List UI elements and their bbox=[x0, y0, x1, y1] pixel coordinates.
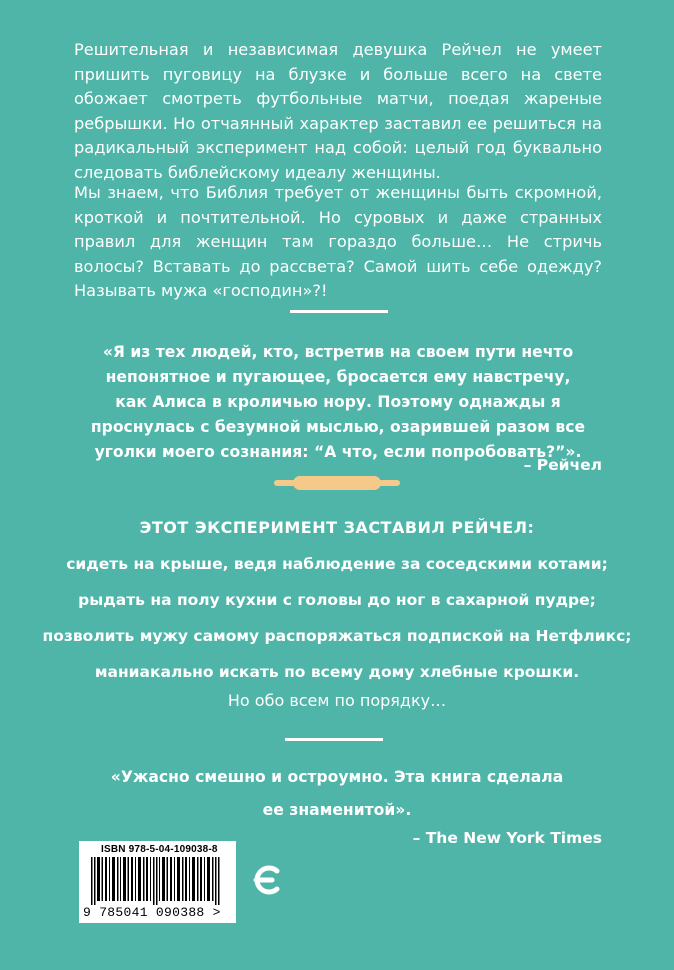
experiment-item: рыдать на полу кухни с головы до ног в сахарной пудре; bbox=[78, 591, 596, 609]
experiment-heading: ЭТОТ ЭКСПЕРИМЕНТ ЗАСТАВИЛ РЕЙЧЕЛ: bbox=[139, 518, 535, 537]
divider-top bbox=[290, 310, 388, 313]
experiment-item: позволить мужу самому распоряжаться подпиской на Нетфликс; bbox=[42, 627, 632, 645]
review-quote-line-1: «Ужасно смешно и остроумно. Эта книга сделала bbox=[110, 768, 564, 786]
isbn-digits: 9 785041 090388 > bbox=[83, 905, 221, 920]
barcode-bars bbox=[91, 857, 225, 905]
intro-paragraph-2: Мы знаем, что Библия требует от женщины быть скромной, кроткой и почтительной. Но суровых и даже странных правил для женщин там гораздо больше… Не стричь волосы? Вставать до рассвета? Самой шить себе одежду? Называть мужа «господин»?! bbox=[74, 183, 602, 300]
intro-paragraph-1: Решительная и независимая девушка Рейчел не умеет пришить пуговицу на блузке и больше всего на свете обожает смотреть футбольные матчи, поедая жареные ребрышки. Но отчаянный характер заставил ее решиться на радикальный эксперимент над собой: целый год буквально следовать библейскому идеалу женщины. bbox=[74, 40, 602, 182]
isbn-label: ISBN 978-5-04-109038-8 bbox=[101, 844, 218, 855]
experiment-item: сидеть на крыше, ведя наблюдение за соседскими котами; bbox=[66, 555, 608, 573]
rolling-pin-icon bbox=[273, 472, 401, 498]
isbn-barcode bbox=[79, 841, 236, 923]
review-quote-line-2: ее знаменитой». bbox=[262, 801, 412, 819]
closing-line: Но обо всем по порядку… bbox=[227, 691, 447, 710]
publisher-logo-icon bbox=[250, 857, 284, 907]
experiment-item: маниакально искать по всему дому хлебные крошки. bbox=[94, 663, 580, 681]
divider-bottom bbox=[285, 738, 383, 741]
quote-attribution: – Рейчел bbox=[523, 456, 602, 474]
review-attribution: – The New York Times bbox=[412, 829, 602, 847]
author-quote: «Я из тех людей, кто, встретив на своем пути нечто непонятное и пугающее, бросается ему навстречу, как Алиса в кроличью нору. Поэтому однажды я проснулась с безумной мыслью, озарившей разом все уголки моего сознания: “А что, если попробовать?”». bbox=[90, 343, 586, 461]
